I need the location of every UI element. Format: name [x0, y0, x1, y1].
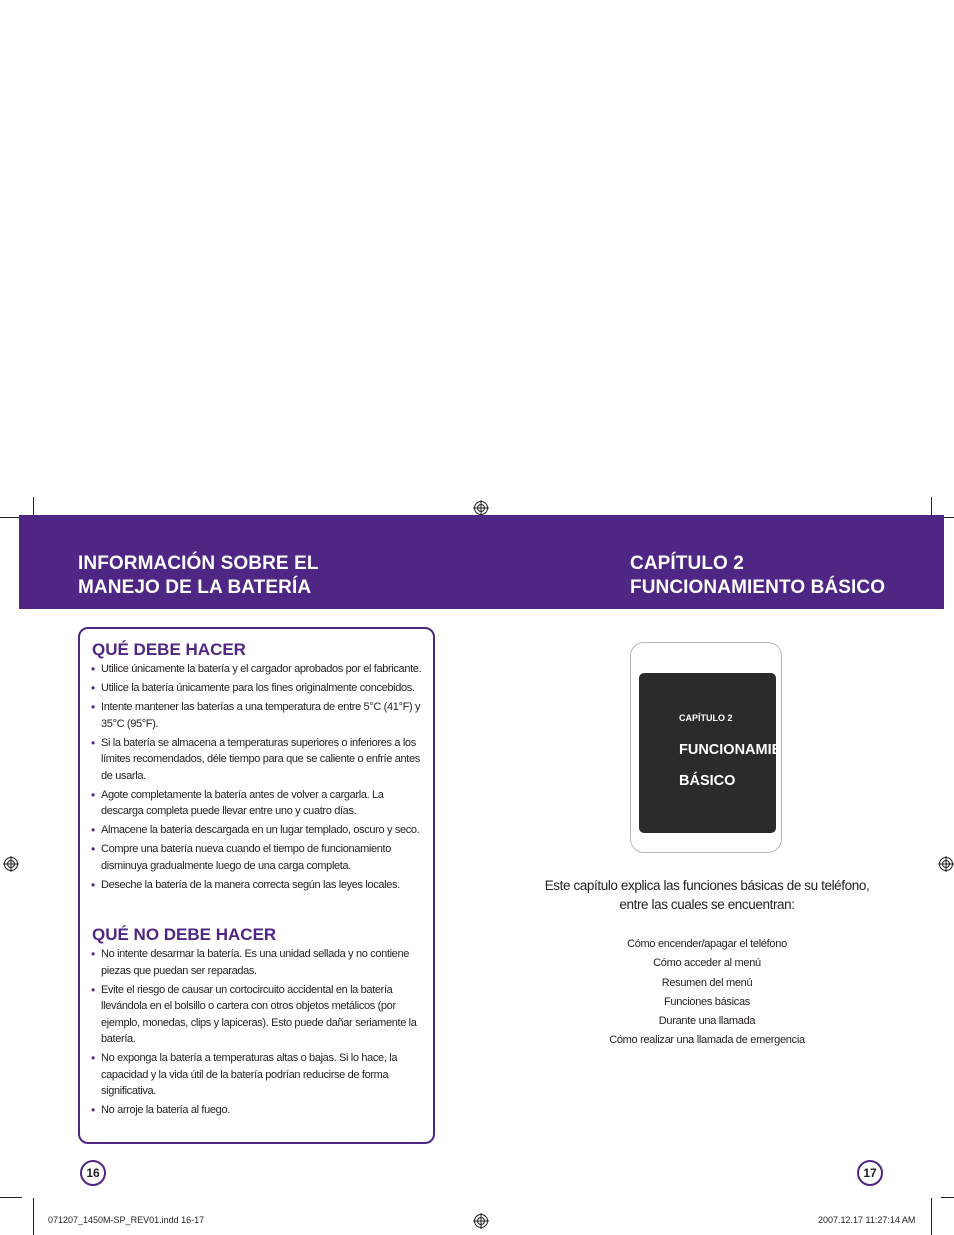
- list-item: • Si la batería se almacena a temperaturas superiores o inferiores a los límites recomendados, déle tiempo para que se caliente o enfríe antes de usarla.: [90, 735, 424, 785]
- list-item: Cómo encender/apagar el teléfono: [627, 938, 787, 950]
- dont-list: [90, 946, 424, 1121]
- crop-mark: [941, 1197, 954, 1198]
- right-page-title: CAPÍTULO 2 FUNCIONAMIENTO BÁSICO: [630, 553, 886, 598]
- list-item: Cómo realizar una llamada de emergencia: [609, 1034, 805, 1047]
- screen-chapter-label: CAPÍTULO 2: [679, 713, 733, 723]
- registration-mark-icon: [473, 500, 489, 516]
- chapter-intro: Este capítulo explica las funciones básicas de su teléfono, entre las cuales se encuentran:: [544, 878, 870, 912]
- crop-mark: [931, 1198, 932, 1235]
- dont-section-title: QUÉ NO DEBE HACER: [92, 925, 277, 944]
- list-item: • Utilice únicamente la batería y el cargador aprobados por el fabricante.: [90, 661, 424, 678]
- list-item: • Evite el riesgo de causar un cortocircuito accidental en la batería llevándola en el bolsillo o cartera con otros objetos metálicos (por ejemplo, monedas, clips y lapiceras). Esto puede dañar seriamente la batería.: [90, 982, 424, 1048]
- footer-timestamp: 2007.12.17 11:27:14 AM: [818, 1215, 916, 1225]
- list-item: • No arroje la batería al fuego.: [90, 1102, 424, 1119]
- list-item: • Compre una batería nueva cuando el tiempo de funcionamiento disminuya gradualmente luego de una carga completa.: [90, 841, 424, 874]
- page-number-right: 17: [857, 1160, 883, 1186]
- registration-mark-icon: [938, 856, 954, 872]
- chapter-contents-list: [560, 935, 854, 1051]
- list-item: • No intente desarmar la batería. Es una unidad sellada y no contiene piezas que puedan ser reparadas.: [90, 946, 424, 979]
- list-item: Cómo acceder al menú: [653, 957, 761, 970]
- crop-mark: [0, 1197, 22, 1198]
- left-page-title: INFORMACIÓN SOBRE EL MANEJO DE LA BATERÍA: [78, 553, 319, 598]
- registration-mark-icon: [473, 1213, 489, 1229]
- footer-file-name: 071207_1450M-SP_REV01.indd 16-17: [48, 1215, 205, 1225]
- list-item: • No exponga la batería a temperaturas altas o bajas. Si lo hace, la capacidad y la vida útil de la batería podrían reducirse de forma significativa.: [90, 1050, 424, 1100]
- list-item: Resumen del menú: [661, 976, 753, 989]
- screen-chapter-title: FUNCIONAMIENTO BÁSICO: [679, 742, 812, 789]
- list-item: • Intente mantener las baterías a una temperatura de entre 5°C (41°F) y 35°C (95°F).: [90, 699, 424, 732]
- list-item: • Deseche la batería de la manera correcta según las leyes locales.: [90, 877, 424, 894]
- crop-mark: [33, 1198, 34, 1235]
- list-item: • Almacene la batería descargada en un lugar templado, oscuro y seco.: [90, 822, 424, 839]
- list-item: • Agote completamente la batería antes de volver a cargarla. La descarga completa puede llevar entre uno y cuatro días.: [90, 787, 424, 820]
- list-item: • Utilice la batería únicamente para los fines originalmente concebidos.: [90, 680, 424, 697]
- registration-mark-icon: [3, 856, 19, 872]
- do-section-title: QUÉ DEBE HACER: [92, 640, 246, 659]
- list-item: Funciones básicas: [663, 995, 750, 1008]
- list-item: Durante una llamada: [658, 1015, 756, 1028]
- do-list: [90, 661, 424, 896]
- page-number-left: 16: [80, 1160, 106, 1186]
